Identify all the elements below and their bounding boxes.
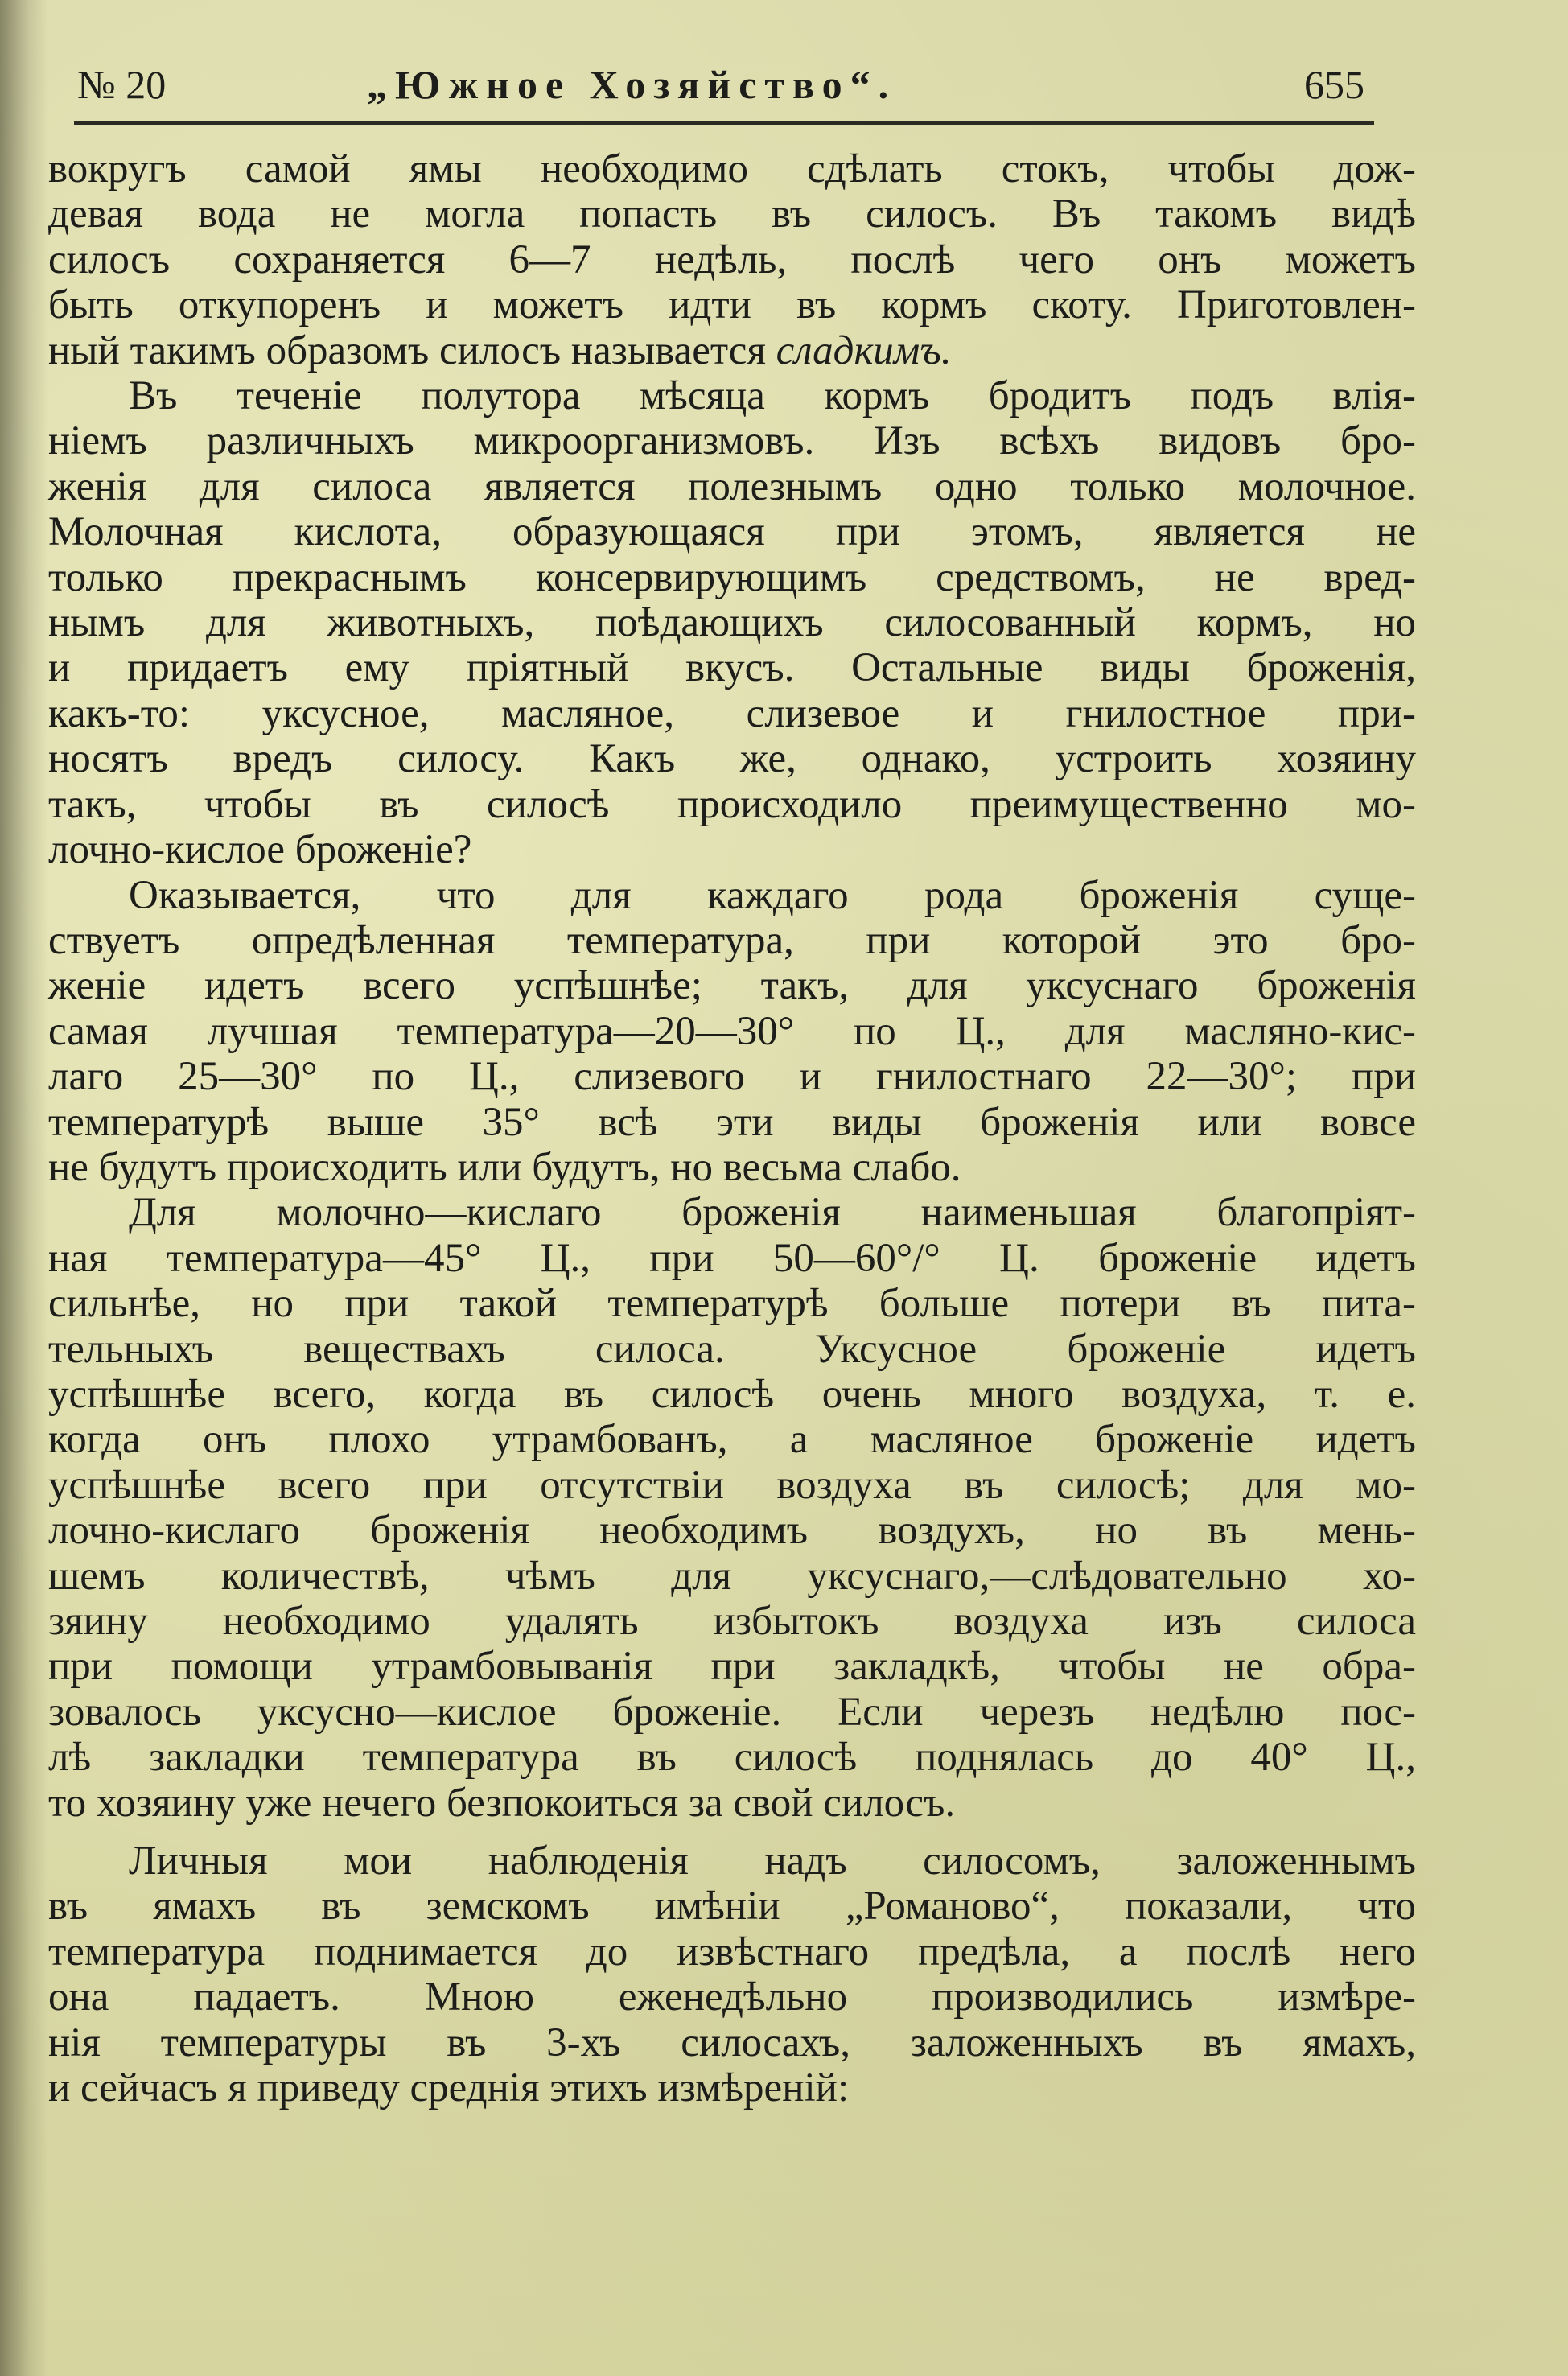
text-line: когда онъ плохо утрамбованъ, а масляное броженіе идетъ xyxy=(48,1417,1416,1463)
text-line: девая вода не могла попасть въ силосъ. Въ такомъ видѣ xyxy=(48,191,1416,237)
text-line: зяину необходимо удалять избытокъ воздуха изъ силоса xyxy=(48,1599,1416,1644)
text-line: Въ теченіе полутора мѣсяца кормъ бродитъ подъ влія- xyxy=(129,373,1416,419)
text-line: какъ-то: уксусное, масляное, слизевое и гнилостное при- xyxy=(48,690,1416,736)
paragraph-1 xyxy=(48,146,1416,373)
text-line: быть откупоренъ и можетъ идти въ кормъ скоту. Приготовлен- xyxy=(48,282,1416,328)
text-line: тельныхъ веществахъ силоса. Уксусное броженіе идетъ xyxy=(48,1326,1416,1372)
paragraph-5 xyxy=(48,1839,1416,2110)
binding-shadow xyxy=(0,0,48,2376)
text-line: не будутъ происходить или будутъ, но весьма слабо. xyxy=(48,1144,961,1190)
paragraph-2 xyxy=(48,373,1416,872)
text-line: въ ямахъ въ земскомъ имѣніи „Романово“, показали, что xyxy=(48,1884,1416,1929)
text-line: лѣ закладки температура въ силосѣ поднялась до 40° Ц., xyxy=(48,1735,1416,1781)
page-number: 655 xyxy=(1304,62,1364,107)
text-fragment: ный такимъ образомъ силосъ называется xyxy=(48,327,776,373)
text-line: лочно-кислое броженіе? xyxy=(48,827,472,873)
text-line xyxy=(48,328,1416,373)
running-header xyxy=(77,56,1364,113)
text-line: температура поднимается до извѣстнаго предѣла, а послѣ него xyxy=(48,1929,1416,1975)
text-line: женіе идетъ всего успѣшнѣе; такъ, для уксуснаго броженія xyxy=(48,963,1416,1009)
text-line: нія температуры въ 3-хъ силосахъ, заложенныхъ въ ямахъ, xyxy=(48,2020,1416,2065)
text-line: ная температура—45° Ц., при 50—60°/° Ц. броженіе идетъ xyxy=(48,1235,1416,1281)
text-line: лочно-кислаго броженія необходимъ воздухъ, но въ мень- xyxy=(48,1508,1416,1554)
text-line: Молочная кислота, образующаяся при этомъ, является не xyxy=(48,509,1416,555)
text-line: при помощи утрамбовыванія при закладкѣ, чтобы не обра- xyxy=(48,1644,1416,1690)
journal-title: „Южное Хозяйство“. xyxy=(367,62,897,107)
text-line: Оказывается, что для каждаго рода броженія суще- xyxy=(129,872,1416,918)
text-line: Для молочно—кислаго броженія наименьшая благопріят- xyxy=(129,1190,1416,1236)
text-line: Личныя мои наблюденія надъ силосомъ, заложеннымъ xyxy=(129,1839,1416,1884)
text-line: самая лучшая температура—20—30° по Ц., для масляно-кис- xyxy=(48,1008,1416,1054)
text-line: и сейчасъ я приведу среднія этихъ измѣреній: xyxy=(48,2065,850,2111)
text-line: успѣшнѣе всего, когда въ силосѣ очень много воздуха, т. е. xyxy=(48,1371,1416,1417)
issue-number: № 20 xyxy=(77,62,167,107)
text-line: носятъ вредъ силосу. Какъ же, однако, устроить хозяину xyxy=(48,736,1416,782)
text-line: и придаетъ ему пріятный вкусъ. Остальные виды броженія, xyxy=(48,645,1416,691)
text-line: ствуетъ опредѣленная температура, при которой это бро- xyxy=(48,917,1416,963)
text-line: такъ, чтобы въ силосѣ происходило преимущественно мо- xyxy=(48,781,1416,827)
text-line: женія для силоса является полезнымъ одно только молочное. xyxy=(48,463,1416,509)
text-line: успѣшнѣе всего при отсутствіи воздуха въ силосѣ; для мо- xyxy=(48,1462,1416,1508)
text-line: она падаетъ. Мною еженедѣльно производились измѣре- xyxy=(48,1975,1416,2020)
header-rule xyxy=(74,121,1374,125)
text-line: только прекраснымъ консервирующимъ средствомъ, не вред- xyxy=(48,554,1416,600)
text-line: температурѣ выше 35° всѣ эти виды броженія или вовсе xyxy=(48,1099,1416,1145)
text-line: сильнѣе, но при такой температурѣ больше потери въ пита- xyxy=(48,1281,1416,1327)
text-line: силосъ сохраняется 6—7 недѣль, послѣ чего онъ можетъ xyxy=(48,237,1416,282)
text-line: то хозяину уже нечего безпокоиться за свой силосъ. xyxy=(48,1780,956,1826)
paragraph-4 xyxy=(48,1190,1416,1826)
paragraph-3 xyxy=(48,873,1416,1191)
italic-term: сладкимъ. xyxy=(776,327,952,373)
article-body xyxy=(48,146,1416,2110)
text-line: ніемъ различныхъ микроорганизмовъ. Изъ всѣхъ видовъ бро- xyxy=(48,418,1416,464)
text-line: шемъ количествѣ, чѣмъ для уксуснаго,—слѣдовательно хо- xyxy=(48,1553,1416,1599)
text-line: зовалось уксусно—кислое броженіе. Если черезъ недѣлю пос- xyxy=(48,1689,1416,1735)
text-line: вокругъ самой ямы необходимо сдѣлать стокъ, чтобы дож- xyxy=(48,146,1416,191)
text-line: нымъ для животныхъ, поѣдающихъ силосованный кормъ, но xyxy=(48,600,1416,646)
text-line: лаго 25—30° по Ц., слизевого и гнилостнаго 22—30°; при xyxy=(48,1054,1416,1100)
